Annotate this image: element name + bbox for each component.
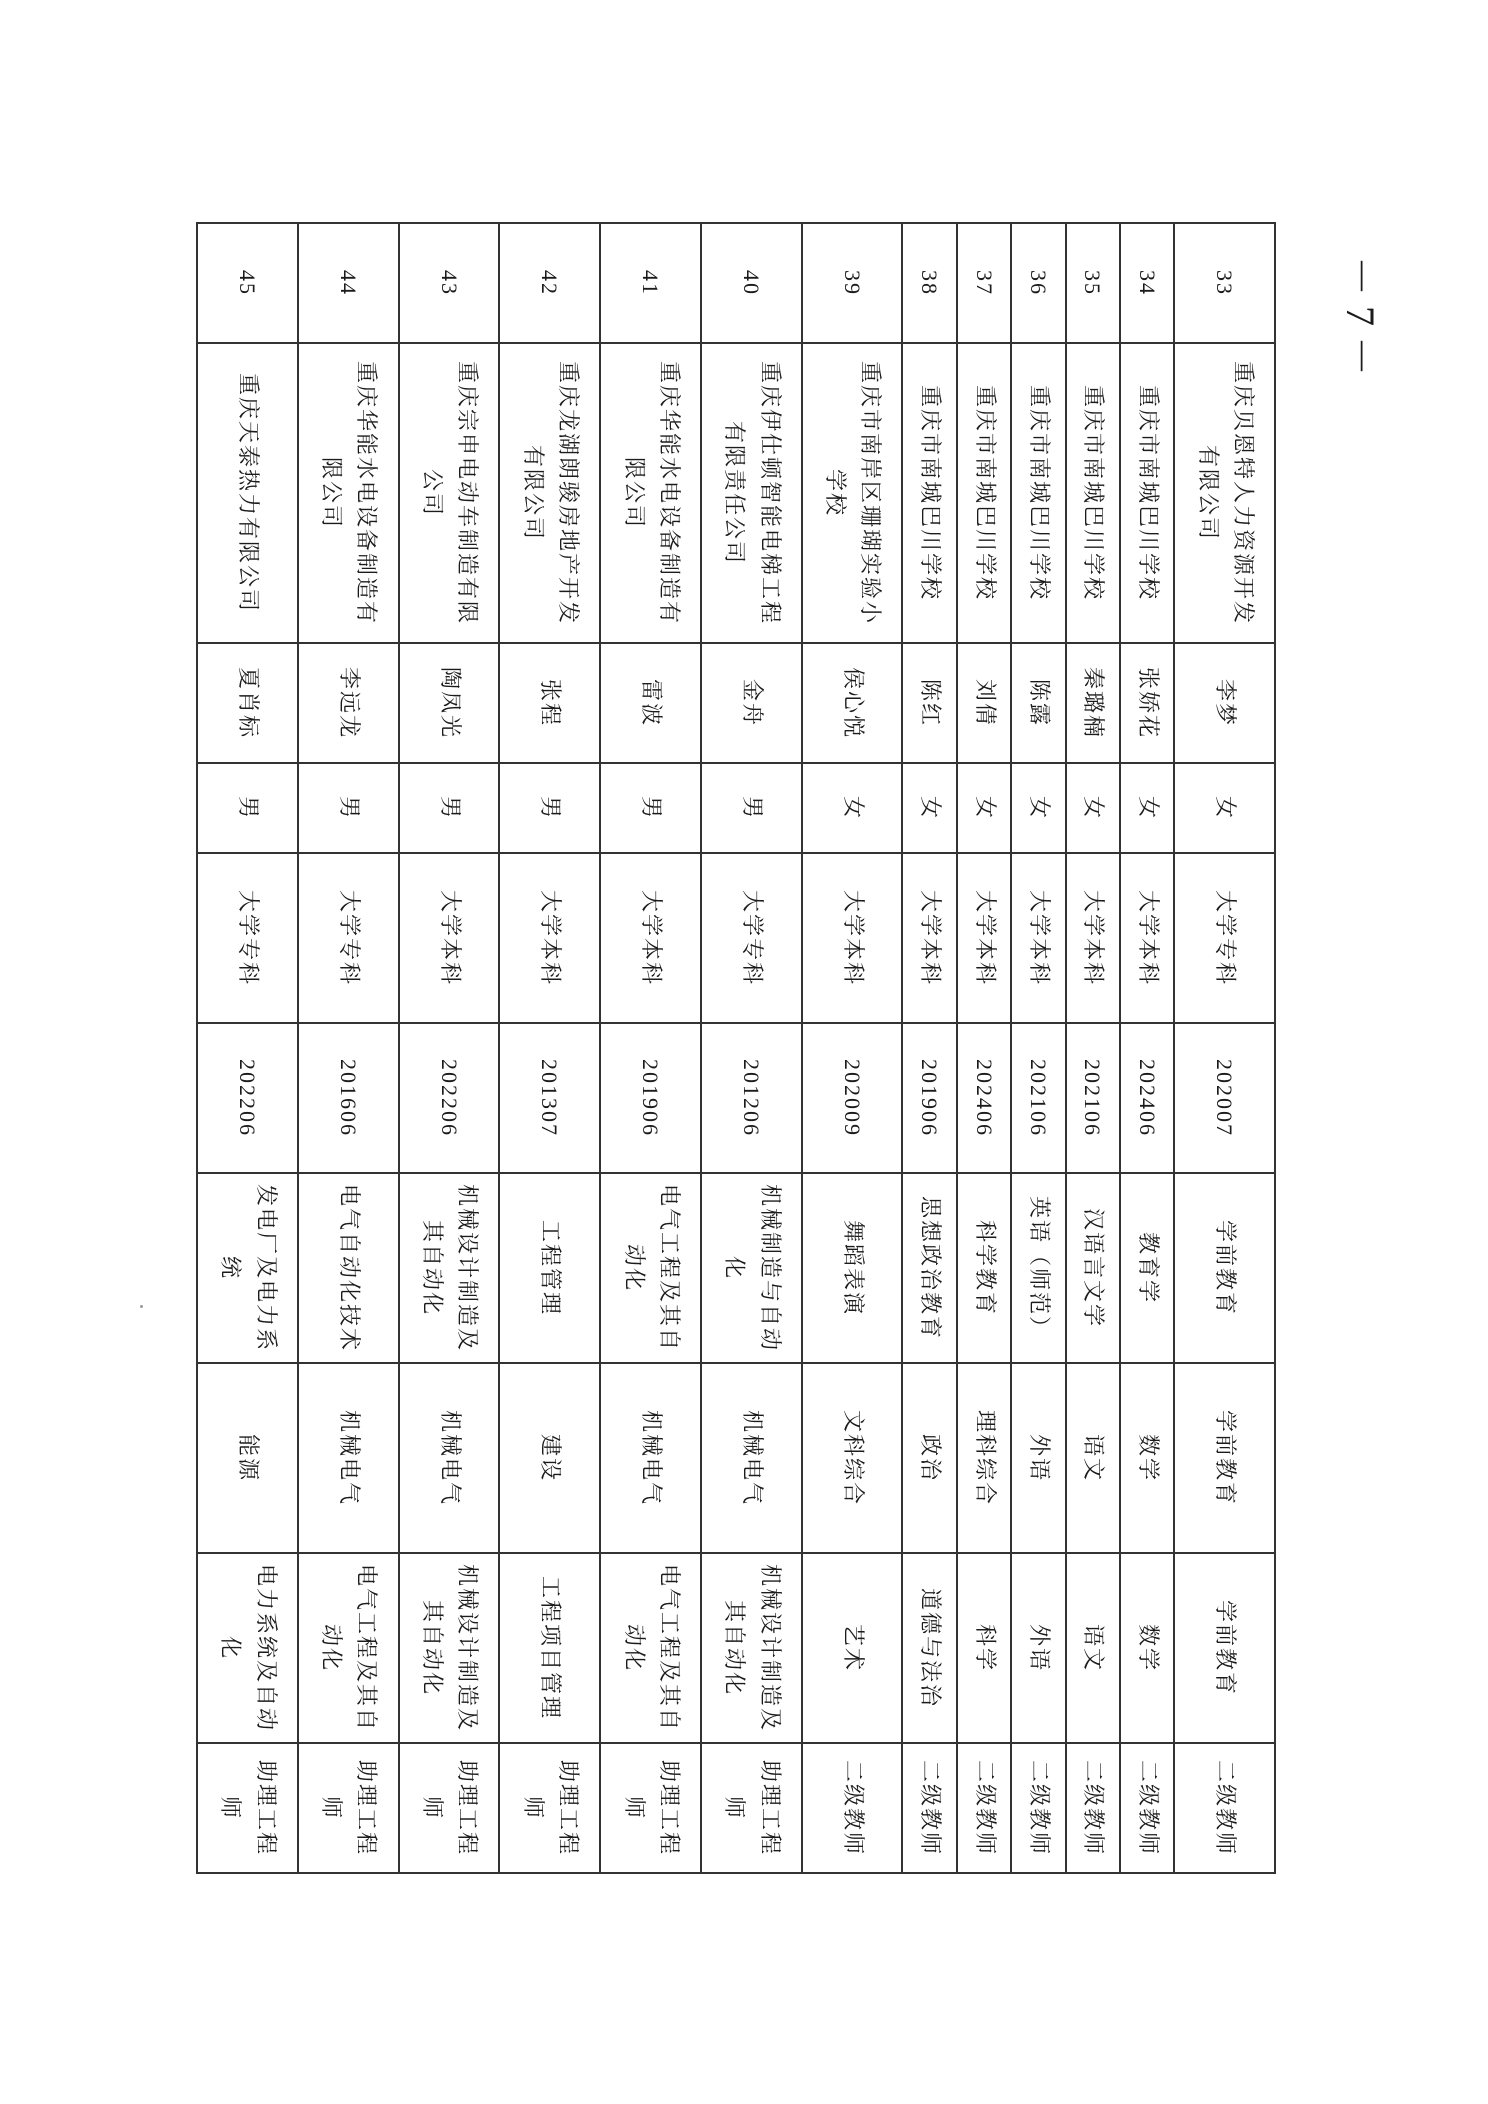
cell-education: 大学本科 bbox=[399, 853, 500, 1023]
cell-title: 二级教师 bbox=[1120, 1743, 1174, 1873]
cell-unit: 重庆市南岸区珊瑚实验小学校 bbox=[802, 343, 903, 643]
cell-title: 二级教师 bbox=[957, 1743, 1011, 1873]
cell-review-specialty: 学前教育 bbox=[1174, 1553, 1275, 1743]
cell-major: 工程管理 bbox=[499, 1173, 600, 1363]
cell-review-specialty: 电力系统及自动化 bbox=[197, 1553, 298, 1743]
cell-major: 电气自动化技术 bbox=[298, 1173, 399, 1363]
cell-major: 汉语言文学 bbox=[1066, 1173, 1120, 1363]
cell-name: 夏肖标 bbox=[197, 643, 298, 763]
cell-unit: 重庆市南城巴川学校 bbox=[1066, 343, 1120, 643]
cell-review-series: 机械电气 bbox=[399, 1363, 500, 1553]
cell-title: 二级教师 bbox=[903, 1743, 957, 1873]
cell-unit: 重庆贝恩特人力资源开发有限公司 bbox=[1174, 343, 1275, 643]
cell-review-series: 文科综合 bbox=[802, 1363, 903, 1553]
cell-education: 大学本科 bbox=[1120, 853, 1174, 1023]
cell-education: 大学专科 bbox=[701, 853, 802, 1023]
cell-review-series: 建设 bbox=[499, 1363, 600, 1553]
cell-name: 雷波 bbox=[600, 643, 701, 763]
cell-grad-date: 201206 bbox=[701, 1023, 802, 1173]
cell-gender: 男 bbox=[197, 763, 298, 853]
cell-no: 33 bbox=[1174, 223, 1275, 343]
cell-review-series: 机械电气 bbox=[701, 1363, 802, 1553]
table-row bbox=[802, 223, 903, 1873]
applicant-table bbox=[196, 222, 1276, 1874]
cell-review-specialty: 科学 bbox=[957, 1553, 1011, 1743]
cell-gender: 女 bbox=[957, 763, 1011, 853]
cell-education: 大学本科 bbox=[1011, 853, 1065, 1023]
cell-review-specialty: 机械设计制造及其自动化 bbox=[701, 1553, 802, 1743]
cell-education: 大学本科 bbox=[802, 853, 903, 1023]
cell-education: 大学专科 bbox=[298, 853, 399, 1023]
cell-gender: 女 bbox=[1011, 763, 1065, 853]
cell-unit: 重庆市南城巴川学校 bbox=[903, 343, 957, 643]
cell-unit: 重庆华能水电设备制造有限公司 bbox=[600, 343, 701, 643]
cell-grad-date: 201906 bbox=[903, 1023, 957, 1173]
cell-grad-date: 202406 bbox=[957, 1023, 1011, 1173]
cell-title: 二级教师 bbox=[1011, 1743, 1065, 1873]
cell-major: 学前教育 bbox=[1174, 1173, 1275, 1363]
cell-major: 发电厂及电力系统 bbox=[197, 1173, 298, 1363]
cell-title: 二级教师 bbox=[1066, 1743, 1120, 1873]
cell-grad-date: 202007 bbox=[1174, 1023, 1275, 1173]
page-number-box bbox=[1338, 256, 1412, 376]
cell-name: 陶凤光 bbox=[399, 643, 500, 763]
table-row bbox=[1066, 223, 1120, 1873]
cell-review-specialty: 道德与法治 bbox=[903, 1553, 957, 1743]
cell-grad-date: 202106 bbox=[1066, 1023, 1120, 1173]
cell-education: 大学专科 bbox=[197, 853, 298, 1023]
cell-review-series: 政治 bbox=[903, 1363, 957, 1553]
table-body bbox=[197, 223, 1275, 1873]
cell-title: 二级教师 bbox=[802, 1743, 903, 1873]
cell-grad-date: 202009 bbox=[802, 1023, 903, 1173]
cell-education: 大学本科 bbox=[903, 853, 957, 1023]
cell-major: 电气工程及其自动化 bbox=[600, 1173, 701, 1363]
cell-review-series: 外语 bbox=[1011, 1363, 1065, 1553]
cell-no: 37 bbox=[957, 223, 1011, 343]
cell-no: 34 bbox=[1120, 223, 1174, 343]
cell-major: 教育学 bbox=[1120, 1173, 1174, 1363]
cell-name: 李梦 bbox=[1174, 643, 1275, 763]
cell-review-specialty: 电气工程及其自动化 bbox=[600, 1553, 701, 1743]
cell-name: 侯心悦 bbox=[802, 643, 903, 763]
cell-no: 40 bbox=[701, 223, 802, 343]
page-number: － 7 － bbox=[1338, 256, 1383, 376]
table-row bbox=[957, 223, 1011, 1873]
table-row bbox=[197, 223, 298, 1873]
cell-no: 41 bbox=[600, 223, 701, 343]
cell-review-specialty: 电气工程及其自动化 bbox=[298, 1553, 399, 1743]
cell-no: 45 bbox=[197, 223, 298, 343]
cell-name: 李远龙 bbox=[298, 643, 399, 763]
table-row bbox=[600, 223, 701, 1873]
cell-education: 大学本科 bbox=[600, 853, 701, 1023]
cell-major: 机械制造与自动化 bbox=[701, 1173, 802, 1363]
cell-review-specialty: 艺术 bbox=[802, 1553, 903, 1743]
cell-review-specialty: 数学 bbox=[1120, 1553, 1174, 1743]
cell-review-series: 机械电气 bbox=[600, 1363, 701, 1553]
cell-unit: 重庆伊仕顿智能电梯工程有限责任公司 bbox=[701, 343, 802, 643]
cell-no: 36 bbox=[1011, 223, 1065, 343]
cell-gender: 女 bbox=[903, 763, 957, 853]
cell-major: 思想政治教育 bbox=[903, 1173, 957, 1363]
cell-education: 大学本科 bbox=[957, 853, 1011, 1023]
cell-review-series: 能源 bbox=[197, 1363, 298, 1553]
table-row bbox=[701, 223, 802, 1873]
cell-unit: 重庆龙湖朗骏房地产开发有限公司 bbox=[499, 343, 600, 643]
cell-review-specialty: 机械设计制造及其自动化 bbox=[399, 1553, 500, 1743]
cell-grad-date: 202106 bbox=[1011, 1023, 1065, 1173]
table-row bbox=[1174, 223, 1275, 1873]
cell-unit: 重庆天泰热力有限公司 bbox=[197, 343, 298, 643]
cell-gender: 男 bbox=[499, 763, 600, 853]
cell-gender: 女 bbox=[1120, 763, 1174, 853]
cell-grad-date: 202206 bbox=[399, 1023, 500, 1173]
cell-review-series: 数学 bbox=[1120, 1363, 1174, 1553]
cell-no: 39 bbox=[802, 223, 903, 343]
cell-title: 助理工程师 bbox=[298, 1743, 399, 1873]
cell-education: 大学本科 bbox=[499, 853, 600, 1023]
table-row bbox=[1120, 223, 1174, 1873]
table-row bbox=[903, 223, 957, 1873]
cell-review-specialty: 工程项目管理 bbox=[499, 1553, 600, 1743]
cell-gender: 男 bbox=[701, 763, 802, 853]
cell-education: 大学专科 bbox=[1174, 853, 1275, 1023]
cell-gender: 女 bbox=[1066, 763, 1120, 853]
cell-major: 英语（师范） bbox=[1011, 1173, 1065, 1363]
cell-no: 35 bbox=[1066, 223, 1120, 343]
cell-review-series: 机械电气 bbox=[298, 1363, 399, 1553]
scan-speck bbox=[140, 1305, 143, 1308]
cell-unit: 重庆市南城巴川学校 bbox=[1120, 343, 1174, 643]
cell-unit: 重庆华能水电设备制造有限公司 bbox=[298, 343, 399, 643]
cell-grad-date: 201307 bbox=[499, 1023, 600, 1173]
cell-major: 舞蹈表演 bbox=[802, 1173, 903, 1363]
cell-title: 二级教师 bbox=[1174, 1743, 1275, 1873]
cell-title: 助理工程师 bbox=[399, 1743, 500, 1873]
cell-grad-date: 201906 bbox=[600, 1023, 701, 1173]
cell-no: 38 bbox=[903, 223, 957, 343]
table-row bbox=[499, 223, 600, 1873]
rotated-table-wrapper bbox=[196, 222, 1276, 1872]
cell-education: 大学本科 bbox=[1066, 853, 1120, 1023]
cell-title: 助理工程师 bbox=[197, 1743, 298, 1873]
cell-review-series: 语文 bbox=[1066, 1363, 1120, 1553]
cell-name: 秦璐楠 bbox=[1066, 643, 1120, 763]
cell-name: 刘倩 bbox=[957, 643, 1011, 763]
cell-unit: 重庆宗申电动车制造有限公司 bbox=[399, 343, 500, 643]
cell-gender: 男 bbox=[298, 763, 399, 853]
cell-name: 金舟 bbox=[701, 643, 802, 763]
cell-gender: 女 bbox=[1174, 763, 1275, 853]
cell-major: 科学教育 bbox=[957, 1173, 1011, 1363]
cell-no: 42 bbox=[499, 223, 600, 343]
cell-title: 助理工程师 bbox=[499, 1743, 600, 1873]
cell-review-series: 学前教育 bbox=[1174, 1363, 1275, 1553]
cell-grad-date: 201606 bbox=[298, 1023, 399, 1173]
cell-review-series: 理科综合 bbox=[957, 1363, 1011, 1553]
cell-unit: 重庆市南城巴川学校 bbox=[957, 343, 1011, 643]
cell-review-specialty: 语文 bbox=[1066, 1553, 1120, 1743]
cell-no: 44 bbox=[298, 223, 399, 343]
cell-title: 助理工程师 bbox=[600, 1743, 701, 1873]
cell-major: 机械设计制造及其自动化 bbox=[399, 1173, 500, 1363]
cell-grad-date: 202406 bbox=[1120, 1023, 1174, 1173]
cell-name: 张程 bbox=[499, 643, 600, 763]
cell-name: 张娇花 bbox=[1120, 643, 1174, 763]
table-row bbox=[298, 223, 399, 1873]
cell-name: 陈露 bbox=[1011, 643, 1065, 763]
cell-title: 助理工程师 bbox=[701, 1743, 802, 1873]
cell-gender: 男 bbox=[600, 763, 701, 853]
cell-no: 43 bbox=[399, 223, 500, 343]
cell-grad-date: 202206 bbox=[197, 1023, 298, 1173]
cell-gender: 男 bbox=[399, 763, 500, 853]
cell-unit: 重庆市南城巴川学校 bbox=[1011, 343, 1065, 643]
cell-name: 陈红 bbox=[903, 643, 957, 763]
cell-gender: 女 bbox=[802, 763, 903, 853]
table-row bbox=[1011, 223, 1065, 1873]
table-row bbox=[399, 223, 500, 1873]
cell-review-specialty: 外语 bbox=[1011, 1553, 1065, 1743]
